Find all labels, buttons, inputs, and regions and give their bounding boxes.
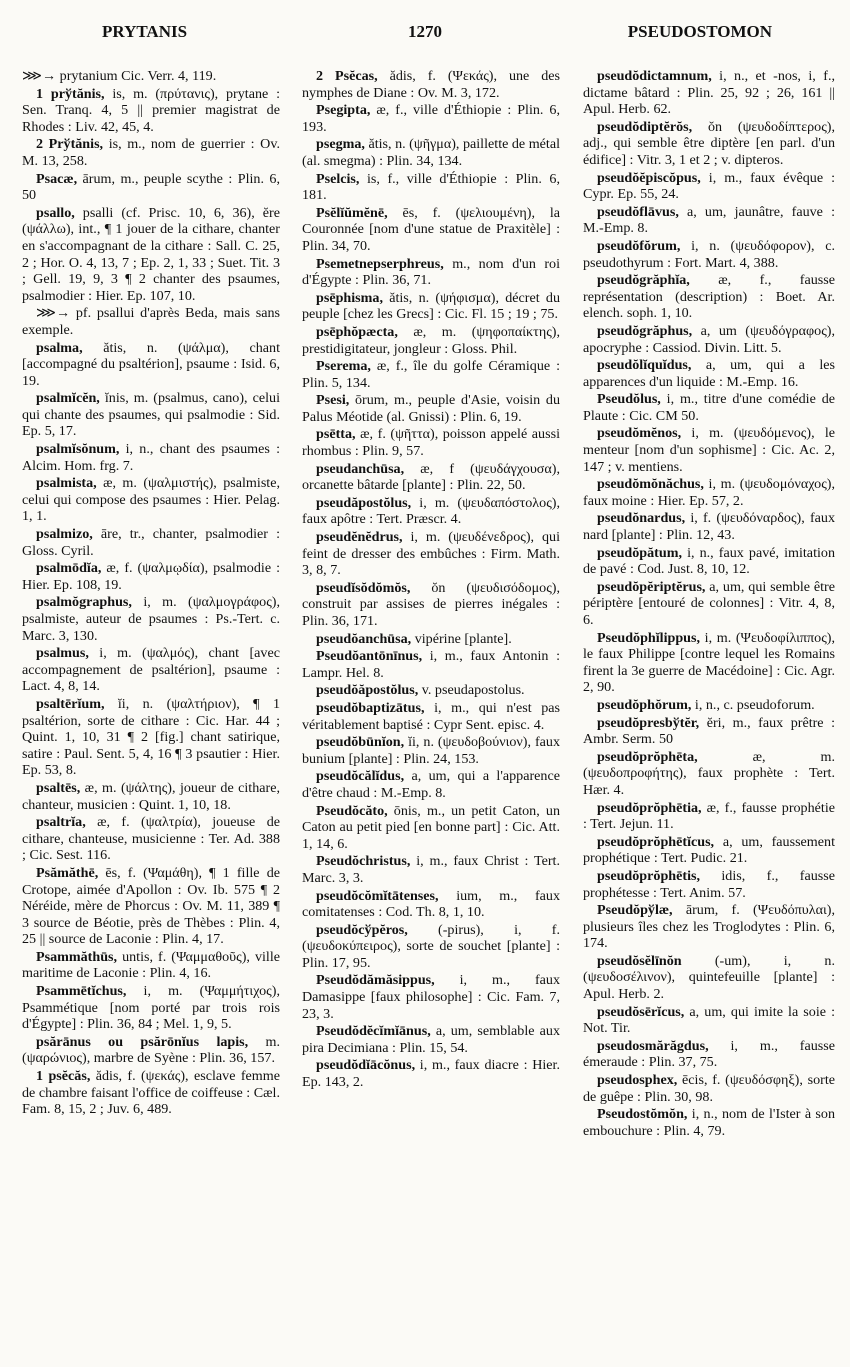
dictionary-entry [583,272,835,322]
entry-definition: ōnis, m., un petit Caton, un Caton au petit pied [en bonne part] : Cic. Att. 1, 14, 6. [302,802,560,852]
entry-headword: pseudŏcўpĕros, [316,921,408,938]
entry-definition: ĭi, n. (ψαλτήριον), ¶ 1 psaltérion, sorte de cithare : Cic. Har. 44 ; Quint. 1, 10, 31 ¶ 2 [fig.] chant satirique, satire : Paul. Sent. 5, 4, 16 ¶ 3 psautier : Hier. Ep. 53, 8. [22,695,280,779]
entry-definition: a, um, qui a les apparences d'un liquide : M.-Emp. 16. [583,357,835,390]
entry-definition: ădis, f. (ψεκάς), esclave femme de chambre faisant l'office de coiffeuse : Cæl. Fam. 8, 15, 2 ; Juv. 6, 489. [22,1068,280,1118]
entry-headword: pseudŏbūnĭon, [316,734,405,751]
entry-headword: Psegipta, [316,102,371,119]
entry-headword: psallo, [36,204,75,221]
dictionary-entry [302,68,560,101]
dictionary-entry [302,803,560,853]
entry-headword: pseudŏgrăphus, [597,322,693,339]
header-left-word: PRYTANIS [102,22,188,41]
entry-headword: pseudŏbaptizātus, [316,699,425,716]
entry-headword: pseudŏnardus, [597,510,686,527]
dictionary-entry [302,734,560,767]
dictionary-entry [583,579,835,629]
entry-headword: pseudŏdĭācŏnus, [316,1057,416,1074]
entry-headword: pseudŏprŏphētĭcus, [597,833,715,850]
dictionary-entry [583,238,835,271]
entry-headword: pseudanchūsa, [316,460,405,477]
entry-headword: pseudŏprŏphētia, [597,799,702,816]
dictionary-entry [302,136,560,169]
dictionary-entry [583,391,835,424]
entry-definition: i, m., titre d'une comédie de Plaute : Cic. CM 50. [583,391,835,424]
entry-headword: pseudŏpresbўtĕr, [597,714,700,731]
dictionary-entry [302,426,560,459]
entry-definition: is, f., ville d'Éthiopie : Plin. 6, 181. [302,170,560,204]
dictionary-entry [302,682,560,699]
dictionary-entry [302,768,560,801]
entry-headword: psegma, [316,136,365,153]
dictionary-entry [22,441,280,474]
dictionary-entry [583,510,835,543]
dictionary-entry [22,305,280,338]
entry-definition: untis, f. (Ψαμμαθοῦς), ville maritime de Laconie : Plin. 4, 16. [22,948,280,982]
dictionary-entry [22,1034,280,1067]
dictionary-entry [583,68,835,118]
column-2 [302,68,560,1358]
dictionary-entry [583,425,835,475]
entry-definition: idis, f., fausse prophétesse : Tert. Anim. 57. [583,867,835,901]
column-3 [583,68,835,1358]
dictionary-entry [583,1106,835,1139]
dictionary-entry [22,171,280,204]
entry-headword: psētta, [316,426,356,443]
dictionary-entry [22,475,280,525]
dictionary-entry [302,888,560,921]
dictionary-entry [583,170,835,203]
entry-definition: ēs, f. (Ψαμάθη), ¶ 1 fille de Crotope, aimée d'Apollon : Ov. Ib. 575 ¶ 2 Néréide, mère de Phorcus : Ov. M. 11, 389 ¶ 3 source de Béotie, près de Thèbes : Plin. 4, 25 || source de Laconie : Plin. 4, 17. [22,864,280,948]
entry-definition: a, um, qui semble être périptère [entouré de colonnes] : Vitr. 4, 8, 6. [583,578,835,628]
entry-definition: i, n., nom de l'Ister à son embouchure : Plin. 4, 79. [583,1106,835,1139]
entry-headword: Pserema, [316,358,371,375]
entry-headword: 2 Psĕcas, [316,68,378,84]
entry-definition: a, um, semblable aux pira Decimiana : Plin. 15, 54. [302,1023,560,1056]
entry-headword: pseudŏdictamnum, [597,68,712,84]
dictionary-entry [302,102,560,135]
dictionary-entry [583,749,835,799]
entry-headword: pseudŏăpostŏlus, [316,682,419,699]
entry-definition: ătis, n. (ψάλμα), chant [accompagné du psaltérion], psaume : Isid. 6, 19. [22,339,280,389]
entry-headword: psalma, [36,339,83,356]
entry-headword: Psemetnepserphreus, [316,255,444,272]
entry-definition: a, um, jaunâtre, fauve : M.-Emp. 8. [583,203,835,237]
entry-definition: æ, m. (ψευδοπροφήτης), faux prophète : Tert. Hær. 4. [583,748,835,798]
dictionary-entry [583,204,835,237]
dictionary-entry [583,1072,835,1105]
dictionary-entry [302,1057,560,1090]
dictionary-entry [302,648,560,681]
entry-headword: Pseudŏcăto, [316,802,388,819]
entry-definition: i, n., chant des psaumes : Alcim. Hom. frg. 7. [22,441,280,474]
entry-headword: pseudŏcŏmĭtātenses, [316,887,439,904]
dictionary-entry [22,560,280,593]
dictionary-entry [302,205,560,255]
entry-definition: ădis, f. (Ψεκάς), une des nymphes de Diane : Ov. M. 3, 172. [302,68,560,101]
column-1 [22,68,280,1358]
header-right-word: PSEUDOSTOMON [627,22,772,41]
entry-definition: i, m., qui n'est pas véritablement baptisé : Cypr Sent. episc. 4. [302,699,560,733]
dictionary-entry [583,834,835,867]
dictionary-entry [302,580,560,630]
dictionary-entry [302,529,560,579]
dictionary-entry [22,68,280,85]
entry-definition: ārum, f. (Ψευδόπυλαι), plusieurs îles chez les Troglodytes : Plin. 6, 174. [583,902,835,952]
entry-definition: i, m. (ψαλμογράφος), psalmiste, auteur de psaumes : Ps.-Tert. c. Marc. 3, 130. [22,594,280,644]
entry-definition: i, m., faux Christ : Tert. Marc. 3, 3. [302,853,560,886]
dictionary-entry [302,256,560,289]
dictionary-entry [583,953,835,1003]
entry-definition: ārum, m., peuple scythe : Plin. 6, 50 [22,170,280,204]
entry-headword: Pseudŏdămăsippus, [316,972,435,989]
dictionary-entry [22,136,280,169]
page-header [0,22,850,52]
entry-definition: m. (ψαρώνιος), marbre de Syène : Plin. 36, 157. [22,1033,280,1067]
dictionary-entry [22,340,280,390]
entry-headword: psaltērĭum, [36,695,105,712]
entry-definition: i, n. (ψευδόφορον), c. pseudothyrum : Fort. Mart. 4, 388. [583,237,835,271]
entry-definition: æ, m. (ψάλτης), joueur de cithare, chanteur, musicien : Quint. 1, 10, 18. [22,779,280,813]
entry-headword: Pseudŏchristus, [316,853,411,870]
entry-headword: pseudŏcălĭdus, [316,768,405,785]
dictionary-entry [583,476,835,509]
entry-definition: æ, f., île du golfe Céramique : Plin. 5, 134. [302,358,560,391]
entry-definition: āre, tr., chanter, psalmodier : Gloss. Cyril. [22,526,280,559]
entry-definition: i, m. (ψευδομόναχος), faux moine : Hier. Ep. 57, 2. [583,476,835,509]
entry-definition: ŏn (ψευδοδίπτερος), adj., qui semble être diptère [en parl. d'un édifice] : Vitr. 3, 1 et 2 ; v. dipteros. [583,118,835,168]
entry-definition: ătis, n. (ψῆγμα), paillette de métal (al. smegma) : Plin. 34, 134. [302,136,560,169]
entry-headword: Pseudŏpўlæ, [597,902,673,919]
entry-definition: i, m. (ψευδένεδρος), qui feint de dresser des embûches : Firm. Math. 3, 8, 7. [302,529,560,579]
entry-headword: psalmōdĭa, [36,560,102,577]
entry-definition: æ, m. (ψηφοπαίκτης), prestidigitateur, jongleur : Gloss. Phil. [302,323,560,357]
dictionary-entry [302,922,560,972]
entry-definition: æ, f., fausse représentation (description) : Boet. Ar. elench. soph. 1, 10. [583,272,835,322]
entry-definition: ĭnis, m. (psalmus, cano), celui qui chante des psaumes, qui psalmodie : Sid. Ep. 5, 17. [22,390,280,440]
page-number: 1270 [408,22,442,41]
dictionary-entry [583,697,835,714]
entry-definition: ătis, n. (ψήφισμα), décret du peuple [chez les Grecs] : Cic. Fl. 15 ; 19 ; 75. [302,289,560,323]
entry-headword: psalmĭcĕn, [36,390,100,407]
entry-headword: pseudăpostŏlus, [316,494,412,511]
dictionary-entry [22,696,280,779]
entry-definition: ōrum, m., peuple d'Asie, voisin du Palus Méotide (al. Gnissi) : Plin. 6, 19. [302,392,560,425]
dictionary-entry [583,545,835,578]
entry-headword: Psacæ, [36,170,78,187]
entry-headword: Psammētĭchus, [36,983,127,1000]
entry-definition: i, m., fausse émeraude : Plin. 37, 75. [583,1037,835,1071]
entry-headword: Pseudŏdĕcĭmĭānus, [316,1023,431,1040]
dictionary-entry [302,1023,560,1056]
dictionary-entry [302,290,560,323]
dictionary-entry [302,171,560,204]
entry-headword: Pselcis, [316,170,360,187]
entry-headword: psalmĭsŏnum, [36,441,120,458]
entry-definition: ŏn (ψευδισόδομος), construit par assises de pierres inégales : Plin. 36, 171. [302,579,560,629]
entry-definition: v. pseudapostolus. [418,682,525,699]
dictionary-entry [583,868,835,901]
entry-definition: æ, f., fausse prophétie : Tert. Jejun. 11. [583,799,835,833]
entry-headword: 1 psĕcăs, [36,1068,91,1085]
dictionary-entry [302,392,560,425]
dictionary-entry [22,205,280,305]
dictionary-entry [22,780,280,813]
entry-headword: Pseudŏlus, [597,391,661,408]
entry-headword: 1 prўtănis, [36,85,105,102]
entry-headword: Pseudŏphĭlippus, [597,629,701,646]
entry-headword: psalmŏgraphus, [36,594,132,611]
entry-headword: pseudŏsĕlīnŏn [597,952,682,969]
entry-headword: Psesi, [316,392,350,409]
dictionary-entry [22,814,280,864]
dictionary-entry [22,86,280,136]
entry-headword: psărānus ou psărōnĭus lapis, [36,1033,249,1050]
entry-definition: æ, f. (ψαλτρία), joueuse de cithare, chanteuse, musicienne : Ter. Ad. 388 ; Cic. Sest. 116. [22,814,280,864]
entry-headword: psaltrĭa, [36,814,86,831]
entry-headword: pseudŏlĭquĭdus, [597,357,692,374]
entry-definition: æ, f. (ψῆττα), poisson appelé aussi rhombus : Plin. 9, 57. [302,426,560,460]
entry-headword: pseudŏpĕriptĕrus, [597,578,706,595]
entry-headword: pseudosphex, [597,1072,678,1089]
entry-definition: i, m. (Ψαμμήτιχος), Psammétique [nom porté par trois rois d'Égypte] : Plin. 36, 84 ; Mel. 1, 9, 5. [22,983,280,1033]
entry-headword: 2 Prўtănis, [36,136,104,153]
entry-headword: psalmus, [36,645,89,662]
entry-definition: ēs, f. (ψελιουμένη), la Couronnée [nom d'une statue de Praxitèle] : Plin. 34, 70. [302,204,560,254]
entry-headword: pseudŏprŏphētis, [597,867,700,884]
entry-definition: ĕri, m., faux prêtre : Ambr. Serm. 50 [583,714,835,748]
dictionary-entry [302,461,560,494]
entry-definition: i, m. (ψευδαπόστολος), faux apôtre : Tert. Præscr. 4. [302,494,560,528]
entry-headword: psaltēs, [36,779,81,796]
entry-headword: pseudŏanchūsa, [316,630,412,647]
entry-definition: a, um, faussement prophétique : Tert. Pudic. 21. [583,833,835,867]
dictionary-entry [22,865,280,948]
entry-headword: Psămăthē, [36,864,99,881]
entry-headword: pseudosmărăgdus, [597,1037,709,1054]
entry-definition: a, um (ψευδόγραφος), apocryphe : Cassiod. Divin. Litt. 5. [583,322,835,356]
entry-definition: i, m., faux diacre : Hier. Ep. 143, 2. [302,1057,560,1091]
dictionary-entry [22,390,280,440]
entry-definition: (-pirus), i, f. (ψευδοκύπειρος), sorte de souchet [plante] : Plin. 17, 95. [302,921,560,971]
entry-headword: pseudŏsērĭcus, [597,1003,685,1020]
dictionary-entry [302,853,560,886]
dictionary-entry [583,357,835,390]
entry-headword: pseudŏphŏrum, [597,696,692,713]
dictionary-entry [22,645,280,695]
entry-definition: ĭi, n. (ψευδοβούνιον), faux bunium [plante] : Plin. 24, 153. [302,734,560,767]
entry-headword: pseudĭsŏdŏmŏs, [316,579,411,596]
entry-definition: i, n., et -nos, i, f., dictame bâtard : Plin. 25, 92 ; 26, 161 || Apul. Herb. 62. [583,68,835,118]
entry-definition: i, m. (ψευδόμενος), le menteur [nom d'un sophisme] : Cic. Ac. 2, 147 ; v. mentiens. [583,425,835,475]
entry-definition: vipérine [plante]. [411,630,512,647]
entry-definition: psalli (cf. Prisc. 10, 6, 36), ĕre (ψάλλω), int., ¶ 1 jouer de la cithare, chanter en s'accompagnant de la cithare : Sall. C. 25, 2 ; Hor. O. 4, 13, 7 ; Ep. 2, 1, 33 ; Suet. Tit. 3 ; Gell. 19, 9, 3 ¶ 2 chanter des psaumes, psalmodier : Hier. Ep. 107, 10. [22,204,280,304]
entry-headword: pseudŏprŏphēta, [597,748,698,765]
entry-definition: ⋙→ prytanium Cic. Verr. 4, 119. [22,68,217,84]
entry-definition: is, m., nom de guerrier : Ov. M. 13, 258. [22,136,280,169]
dictionary-entry [302,700,560,733]
entry-definition: i, m. (ψαλμός), chant [avec accompagnement de psaltérion], psaume : Lact. 4, 8, 14. [22,645,280,695]
entry-headword: psēphisma, [316,289,383,306]
entry-headword: pseudĕnĕdrus, [316,529,403,546]
entry-definition: æ, m. (ψαλμιστής), psalmiste, celui qui compose des psaumes : Hier. Pelag. 1, 1. [22,475,280,525]
dictionary-entry [22,949,280,982]
entry-headword: Psammăthūs, [36,948,118,965]
dictionary-entry [302,324,560,357]
entry-headword: Pseudostŏmŏn, [597,1106,688,1123]
dictionary-entry [22,594,280,644]
entry-headword: Psĕlĭŭmĕnē, [316,204,388,221]
entry-definition: a, um, qui imite la soie : Not. Tir. [583,1003,835,1037]
entry-definition: æ, f., ville d'Éthiopie : Plin. 6, 193. [302,102,560,135]
dictionary-entry [302,358,560,391]
entry-headword: pseudŏmĕnos, [597,425,682,442]
entry-headword: psalmista, [36,475,97,492]
entry-definition: is, m. (πρύτανις), prytane : Sen. Tranq. 4, 5 || premier magistrat de Rhodes : Liv. 42, 45, 4. [22,85,280,135]
entry-definition: ēcis, f. (ψευδόσφηξ), sorte de guêpe : Plin. 30, 98. [583,1072,835,1105]
dictionary-entry [583,1004,835,1037]
entry-headword: psalmizo, [36,526,93,543]
entry-headword: pseudŏmŏnăchus, [597,476,704,493]
entry-definition: ⋙→ pf. psallui d'après Beda, mais sans exemple. [22,305,280,338]
dictionary-entry [22,983,280,1033]
entry-definition: i, m., faux Antonin : Lampr. Hel. 8. [302,648,560,681]
entry-headword: Pseudŏantōnīnus, [316,648,423,665]
entry-definition: i, m. (Ψευδοφίλιππος), le faux Philippe [contre lequel les Romains firent la 3e guerre de Macédoine] : Cic. Agr. 2, 90. [583,629,835,696]
dictionary-entry [583,630,835,696]
dictionary-entry [583,119,835,169]
dictionary-entry [583,1038,835,1071]
entry-definition: m., nom d'un roi d'Égypte : Plin. 36, 71. [302,255,560,289]
entry-headword: pseudŏgrăphĭa, [597,272,690,289]
entry-headword: pseudŏflāvus, [597,203,679,220]
entry-headword: pseudŏĕpiscŏpus, [597,169,701,186]
entry-headword: pseudŏfŏrum, [597,237,681,254]
entry-definition: i, m., faux Damasippe [faux philosophe] : Cic. Fam. 7, 23, 3. [302,972,560,1022]
entry-headword: psēphŏpæcta, [316,323,398,340]
dictionary-entry [302,631,560,648]
dictionary-entry [583,715,835,748]
entry-definition: i, n., faux pavé, imitation de pavé : Cod. Just. 8, 10, 12. [583,544,835,578]
dictionary-entry [302,495,560,528]
dictionary-entry [583,323,835,356]
entry-definition: i, n., c. pseudoforum. [691,696,815,713]
entry-definition: i, f. (ψευδόναρδος), faux nard [plante] : Plin. 12, 43. [583,510,835,544]
entry-definition: (-um), i, n. (ψευδοσέλινον), quintefeuille [plante] : Apul. Herb. 2. [583,952,835,1003]
dictionary-entry [302,972,560,1022]
entry-definition: æ, f. (ψαλμῳδία), psalmodie : Hier. Ep. 108, 19. [22,560,280,593]
entry-definition: æ, f (ψευδάγχουσα), orcanette bâtarde [plante] : Plin. 22, 50. [302,460,560,494]
entry-headword: pseudŏdiptĕrŏs, [597,118,693,135]
dictionary-entry [583,800,835,833]
dictionary-entry [22,526,280,559]
entry-definition: ium, m., faux comitatenses : Cod. Th. 8, 1, 10. [302,887,560,921]
entry-definition: i, m., faux évêque : Cypr. Ep. 55, 24. [583,169,835,203]
dictionary-entry [583,902,835,952]
dictionary-entry [22,1068,280,1118]
entry-definition: a, um, qui a l'apparence d'être chaud : M.-Emp. 8. [302,768,560,801]
entry-headword: pseudŏpătum, [597,544,682,561]
